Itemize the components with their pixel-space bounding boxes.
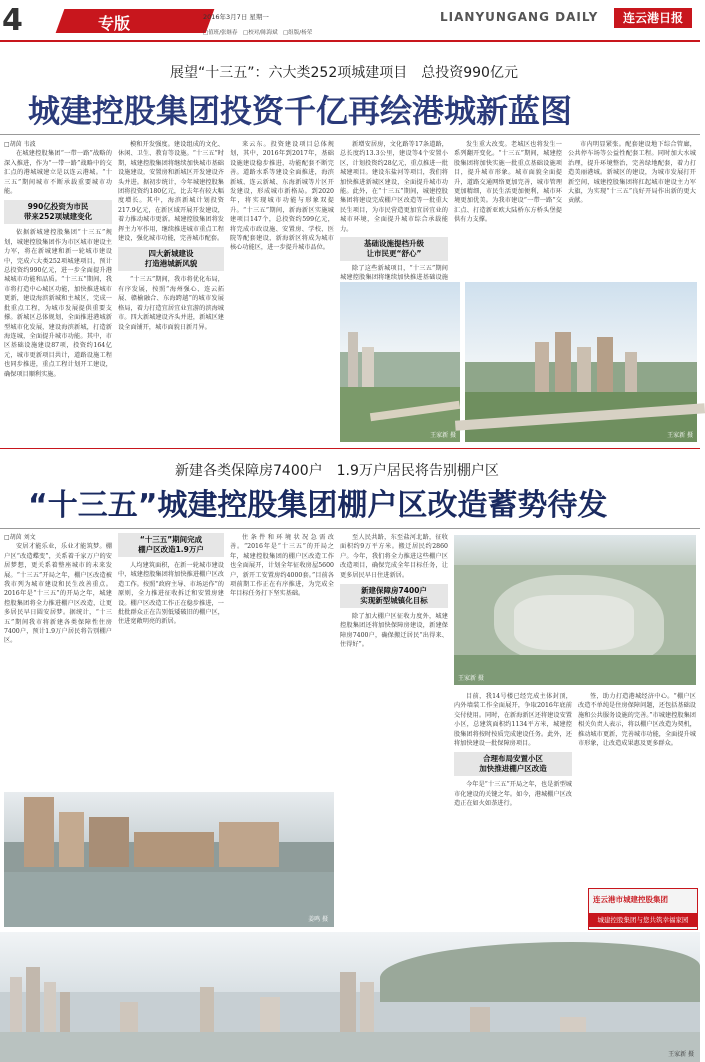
story1-byline: □胡茵 韦波 <box>4 141 36 148</box>
story1-column-4-text: 新增安居房，文化路等17条道路，总长度约13.3公里，建设等4个安置小区，计划投资约28亿元，重点推进一批城建项目。建设东盐河等项目，我们将加快推进新城区建设，全面提升城市功能。此外，在“十三五”期间，城建控股集团将建设完成棚户区改造等一批重大民生项目，为市民营造更加宜居宜业的城市环境，全面提升城市综合承载能力。 <box>340 141 448 233</box>
story1-subhead-1: 990亿投资为市民 带来252项城建变化 <box>23 202 93 222</box>
story1-column-1-text: 依据新城建控股集团“十三五”规划，城建控股集团作为市区城市建设主力军，将在新城建和新一轮城市建设中，完成六大类252项城建项目，预计总投资约990亿元，进一步全面提升港城城市功能和品质。“十三五”期间，我市将打造中心城区功能，加快推进城市更新，建设海滨新城和主城区，完成一批重点工程，为城市发展提供重要支撑。新城区总体规划，全面推进港城新型城市化发展，建设海滨新城，打造新海连城，全面提升城市功能。其中，市区基础设施建设87项，投资约164亿元，城市更新项目共计，道路设施工程也同步推进，重点工程计划开工建设，确保项目顺利实施。 <box>4 229 112 378</box>
story2-subhead-1-box <box>118 533 224 557</box>
header-divider <box>0 40 700 42</box>
sponsor-title: 连云港市城建控股集团 <box>593 895 668 904</box>
story1-column-1 <box>4 140 112 440</box>
story2-photo-panorama-credit: 王家新 摄 <box>668 1051 694 1058</box>
story1-column-3-text: 来云东。投资建设项目总体规划，其中，2016年到2017年，基础设施建设稳步推进，功能配套不断完善。道路水系等建设全面推进，海滨新城、连云新城、东海新城等片区开发建设，形成城市新格局。到2020年，将实现城市功能与形象双提升。“十三五”期间，新海新区实施城建项目147个，总投资约599亿元，将完成市政设施、安置房、学校、医院等配套建设，新海新区将成为城市核心功能区，进一步提升城市品位。 <box>230 141 334 252</box>
story2-column-6-text: 签，助力打造港城经济中心。“棚户区改造不单纯是住房保障问题，还包括基础设施和公共服务设施的完善。”市城建控股集团相关负责人表示，将以棚户区改造为契机，推动城市更新，完善城市功能，全面提升城市形象，让改造成果惠及更多群众。 <box>578 693 696 748</box>
story1-column-2-text: 模和开发强度。建设组成的文化、休闲、卫生、教育等设施。“十三五”时期，城建控股集团将继续加快城市基础设施建设，安置房和新城区开发建设齐头并进。据初步统计，今年城建控股集团将投资约180亿元，比去年有较大幅度增长。其中，海滨新城计划投资217.9亿元，在新区域开展开发建设，着力推动城市更新。城建控股集团将发挥主力军作用，继续推进城市重点工程建设，强化城市功能，完善城市配套。 <box>118 141 224 243</box>
story2-top-rule <box>0 528 700 529</box>
story1-headline: 城建控股集团投资千亿再绘港城新蓝图 <box>28 92 573 130</box>
story1-subhead-3: 基础设施提档升级 让市民更“舒心” <box>364 239 424 259</box>
story1-column-4b-text: 除了这些新城项目，“十三五”期间城建控股集团将继续加快推进基础设施 <box>340 265 448 282</box>
editor-credits: □值班/张继春 □校对/陈海斌 □组版/杨荣 <box>203 30 313 36</box>
story2-column-4b-text: 除了加大棚户区征收力度外，城建控股集团还将加快保障房建设，新建保障房7400户，确保搬迁居民“出得来、住得好”。 <box>340 613 448 649</box>
story1-column-4 <box>340 140 448 282</box>
section-tab-background <box>56 9 215 33</box>
story1-column-5 <box>454 140 562 275</box>
story2-photo-aerial-plan <box>454 535 696 685</box>
sponsor-block <box>588 888 698 930</box>
issue-date: 2016年3月7日 星期一 <box>203 13 269 21</box>
story1-photo-skyline <box>465 282 697 442</box>
story1-lead: 在城建控股集团“一带一路”战略的深入推进，作为“一带一路”战略中的交汇点的港城城建立是以连云港城。“十三五”期间城市不断承载重要城市功能。 <box>4 150 112 196</box>
story2-column-5 <box>454 692 572 932</box>
story2-column-2 <box>118 533 224 783</box>
story2-column-2-text: 人均建筑面积，在新一轮城市建设中，城建控股集团将加快推进棚户区改造工作。按照“政府主导、市场运作”的原则，全力推进征收拆迁和安置房建设。棚户区改造工作正在稳步推进，一批批群众正在告别低矮破旧的棚户区，住进宽敞明亮的新居。 <box>118 562 224 626</box>
story2-subhead-3-box <box>454 752 572 776</box>
story2-column-1-text: 安居才能乐业，乐业才能筑梦。棚户区“改造蝶变”，关系着千家万户的安居梦想，更关系着整座城市的未来发展。“十三五”开局之年，棚户区改造被我市列为城市建设和民生改善重点。2016年是“十三五”的开局之年，城建控股集团将全力推进棚户区改造，让更多居民早日圆安居梦。据统计，“十三五”期间我市将新建各类保障性住房7400户，预计1.9万户居民将告别棚户区。 <box>4 543 112 645</box>
story1-top-rule <box>0 134 700 135</box>
story1-subhead-2-box <box>118 247 224 271</box>
story2-photo-harbor <box>4 792 334 927</box>
story2-subhead-2-box <box>340 584 448 608</box>
story1-column-5-text: 发生重大改变。老城区也将发生一系列翻开变化。“十三五”期间，城建控股集团将加快实施一批重点基础设施项目，提升城市形象。城市面貌全面提升，道路交通网络更加完善，城市管理更加精细，市民生活更加便利，城市环境更加优美。为我市建设“一带一路”交汇点、打造新亚欧大陆桥东方桥头堡提供有力支撑。 <box>454 141 562 224</box>
section-label: 专版 <box>98 14 131 33</box>
story2-photo-panorama <box>0 932 700 1062</box>
story2-photo-harbor-credit: 姜鸣 摄 <box>308 916 328 923</box>
story1-column-2 <box>118 140 224 440</box>
paper-name-english: LIANYUNGANG DAILY <box>440 10 599 24</box>
story2-column-5-text: 目前，我14号楼已经完成主体封顶，内外墙装工作全面展开，争取2016年底前交付使用。同时，在新海新区还将建设安置小区，总建筑面积约1134平方米，城建控股集团将按时按质完成建设任务。此外，还将加快建设一批保障房项目。 <box>454 693 572 748</box>
story1-column-6-text: 市内明显紧张。配套建设地下综合管廊，公共停车场等公益性配套工程。同时加大水城治理，提升环境整治，完善绿地配套，着力打造美丽港城。新城区的建设，为城市发展打开新空间，城建控股集团将扛起城市建设主力军大旗，为实现“十三五”良好开局作出新的更大贡献。 <box>568 141 696 205</box>
story2-byline: □胡茵 刘文 <box>4 534 36 541</box>
story1-column-2b-text: “十三五”期间，我市将优化布局，有序发展，按照“海州强心、连云拓展、赣榆融合、东海跨越”的城市发展格局，着力打造宜居宜业宜游的滨海城市。四大新城建设齐头并进，新城区建设全面铺开，城市面貌日新月异。 <box>118 276 224 331</box>
story2-column-6 <box>578 692 696 882</box>
story2-column-1 <box>4 533 112 783</box>
story-divider <box>0 448 700 449</box>
page-header <box>0 0 700 42</box>
story2-column-3-text: 住条件和环境状况急需改善。“2016年是“十三五”的开局之年，城建控股集团的棚户区改造工作也全面展开，计划全年征收房屋5600户，新开工安置房约4000套。”目前各项前期工作正在有序推进，为完成全年目标任务打下坚实基础。 <box>230 534 334 598</box>
story2-column-4 <box>340 533 448 783</box>
story1-subhead-2: 四大新城建设 打造港城新风貌 <box>144 249 198 269</box>
story2-column-3 <box>230 533 334 783</box>
story2-photo-aerial-credit: 王家新 摄 <box>458 675 484 682</box>
story2-kicker: 新建各类保障房7400户 1.9万户居民将告别棚户区 <box>175 463 499 479</box>
story1-photo1-credit: 王家新 摄 <box>430 432 456 439</box>
story2-headline: “十三五”城建控股集团棚户区改造蓄势待发 <box>28 488 608 523</box>
page-number: 4 <box>2 3 23 38</box>
story1-column-3 <box>230 140 334 440</box>
story2-column-5b-text: 今年是“十三五”开局之年，也是新型城市化建设的关键之年。如今，港城棚户区改造正在如火如荼进行。 <box>454 781 572 808</box>
story1-subhead-3-box <box>340 237 448 261</box>
story1-subhead-1-box <box>4 200 112 224</box>
paper-logo: 连云港日报 <box>614 8 692 28</box>
story2-subhead-2: 新建保障房7400户 实现新型城镇化目标 <box>360 586 428 606</box>
story1-photo-city-park <box>340 282 460 442</box>
sponsor-slogan: 城建控股集团与您共筑幸福家园 <box>589 913 697 927</box>
story1-column-6 <box>568 140 696 275</box>
story2-subhead-3: 合理布局安置小区 加快推进棚户区改造 <box>479 754 547 774</box>
story2-column-4-text: 至人民共路，东至盐河北路，征收面积约9万平方米。搬迁居民约2860户。今年，我们将全力推进这些棚户区改造项目，确保完成全年目标任务，让更多居民早日住进新居。 <box>340 534 448 579</box>
story2-subhead-1: “十三五”期间完成 棚户区改造1.9万户 <box>138 535 204 554</box>
story1-photo2-credit: 王家新 摄 <box>667 432 693 439</box>
story1-kicker: 展望“十三五”：六大类252项城建项目 总投资990亿元 <box>170 65 518 81</box>
